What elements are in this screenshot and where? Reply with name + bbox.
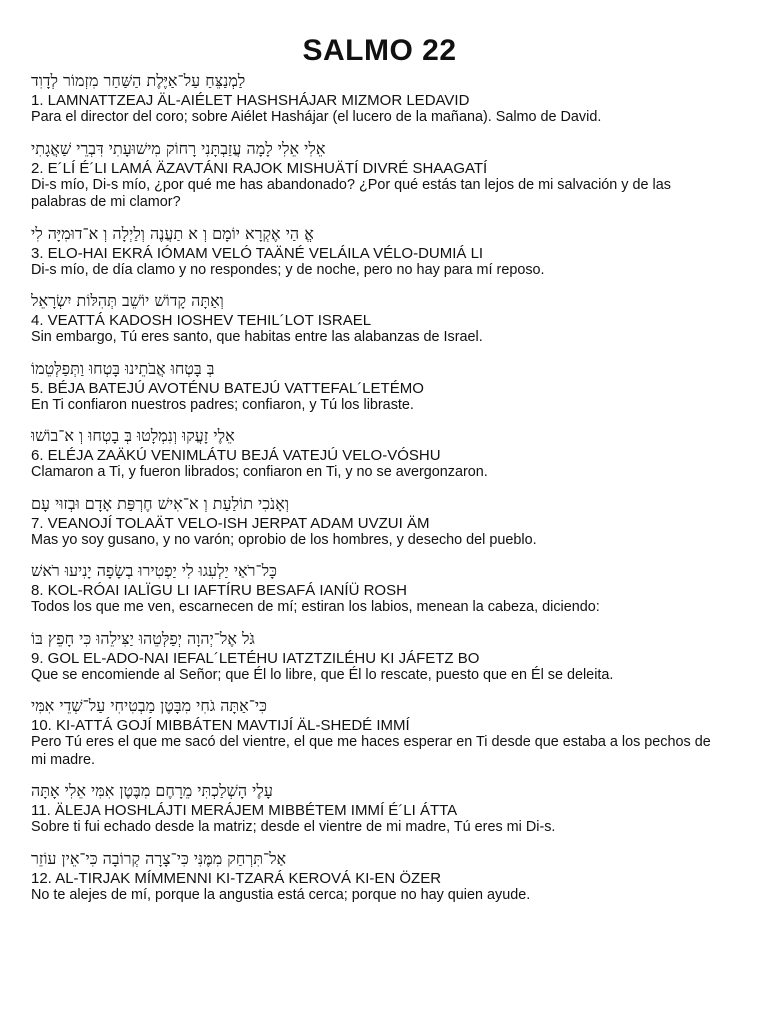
hebrew-text: כָּל־רֹאַי יַלְעִגוּ לִי יַפְטִירוּ בְשָׂפָה יָנִיעוּ רֹאשׁ (31, 561, 277, 580)
hebrew-text: וְאָנֹכִי תוֹלַעַת וְ א־אִישׁ חֶרְפַּת אָדָם וּבְזוּי עָם (31, 493, 289, 513)
spanish-translation: No te alejes de mí, porque la angustia está cerca; porque no hay quien ayude. (31, 886, 531, 903)
hebrew-text: כִּי־אַתָּה גֹחִי מִבָּטֶן מַבְטִיחִי עַל־שְׁדֵי אִמִּי (31, 696, 267, 715)
page-title: SALMO 22 (302, 34, 457, 67)
spanish-translation: Pero Tú eres el que me sacó del vientre, el que me haces esperar en Ti desde que estaba a los pechos de mi madre. (31, 734, 711, 768)
spanish-translation: Mas yo soy gusano, y no varón; oprobio de los hombres, y desecho del pueblo. (31, 531, 537, 548)
hebrew-text: אַל־תִּרְחַק מִמֶּנִּי כִּי־צָרָה קְרוֹבָה כִּי־אֵין עוֹזֵר (31, 848, 287, 868)
verse-3 (31, 223, 728, 280)
spanish-translation: En Ti confiaron nuestros padres; confiaron, y Tú los libraste. (31, 396, 414, 413)
hebrew-text: גֹּל אֶל־יְהוָה יְפַלְּטֵהוּ יַצִּילֵהוּ כִּי חָפֵץ בּוֹ (31, 628, 255, 648)
hebrew-text: אֱ הַי אֶקְרָא יוֹמָם וְ א תַעֲנֶה וְלַיְלָה וְ א־דוּמִיָּה לִי (31, 223, 314, 243)
verse-4 (31, 290, 728, 347)
verse-9 (31, 628, 728, 685)
verse-5 (31, 358, 728, 415)
verse-12 (31, 848, 728, 905)
transliteration: 1. LAMNATTZEAJ ÄL-AIÉLET HASHSHÁJAR MIZMOR LEDAVID (31, 92, 470, 109)
transliteration: 11. ÄLEJA HOSHLÁJTI MERÁJEM MIBBÉTEM IMMÍ É´LI ÁTTA (31, 802, 458, 819)
spanish-translation: Clamaron a Ti, y fueron librados; confiaron en Ti, y no se avergonzaron. (31, 464, 488, 480)
transliteration: 2. E´LÍ É´LI LAMÁ ÄZAVTÁNI RAJOK MISHUÄTÍ DIVRÉ SHAAGATÍ (31, 159, 488, 177)
transliteration: 12. AL-TIRJAK MÍMMENNI KI-TZARÁ KEROVÁ KI-EN ÖZER (31, 869, 442, 887)
transliteration: 9. GOL EL-ADO-NAI IEFAL´LETÉHU IATZTZILÉHU KI JÁFETZ BO (31, 649, 480, 667)
transliteration: 10. KI-ATTÁ GOJÍ MIBBÁTEN MAVTIJÍ ÄL-SHEDÉ IMMÍ (31, 717, 410, 734)
verse-10 (31, 695, 728, 769)
transliteration: 8. KOL-RÓAI IALÏGU LI IAFTÍRU BESAFÁ IANÍÜ ROSH (31, 582, 407, 599)
transliteration: 7. VEANOJÍ TOLAÄT VELO-ISH JERPAT ADAM UVZUI ÄM (31, 514, 430, 532)
transliteration: 3. ELO-HAI EKRÁ IÓMAM VELÓ TAÄNÉ VELÁILA VÉLO-DUMIÁ LI (31, 244, 484, 262)
hebrew-text: בְּ בָּטְחוּ אֲבֹתֵינוּ בָּטְחוּ וַתְּפַלְּטֵמוֹ (31, 358, 215, 378)
spanish-translation: Para el director del coro; sobre Aiélet Hashájar (el lucero de la mañana). Salmo de David. (31, 109, 602, 125)
verse-7 (31, 493, 728, 550)
hebrew-text: עָלֶי הָשְׁלַכְתִּי מֵרָחֶם מִבֶּטֶן אִמִּי אֵלִי אָתָּה (31, 781, 273, 800)
transliteration: 4. VEATTÁ KADOSH IOSHEV TEHIL´LOT ISRAEL (31, 312, 372, 329)
verse-11 (31, 780, 728, 837)
transliteration: 5. BÉJA BATEJÚ AVOTÉNU BATEJÚ VATTEFAL´LETÉMO (31, 379, 424, 397)
spanish-translation: Di-s mío, Di-s mío, ¿por qué me has abandonado? ¿Por qué estás tan lejos de mi salvación y de las palabras de mi clamor? (31, 176, 671, 210)
spanish-translation: Que se encomiende al Señor; que Él lo libre, que Él lo rescate, puesto que en Él se deleita. (31, 666, 614, 683)
hebrew-text: אֵלֶי זָעֲקוּ וְנִמְלָטוּ בְּ בָטְחוּ וְ א־בוֹשׁוּ (31, 426, 235, 445)
transliteration: 6. ELÉJA ZAÄKÚ VENIMLÁTU BEJÁ VATEJÚ VELO-VÓSHU (31, 447, 441, 464)
verse-2 (31, 138, 728, 212)
hebrew-text: וְאַתָּה קָדוֹשׁ יוֹשֵׁב תְּהִלּוֹת יִשְׂרָאֵל (31, 291, 224, 310)
verse-1 (31, 70, 728, 127)
verse-6 (31, 425, 728, 482)
spanish-translation: Todos los que me ven, escarnecen de mí; estiran los labios, menean la cabeza, diciendo: (31, 599, 600, 615)
hebrew-text: אֵלִי אֵלִי לָמָה עֲזַבְתָּנִי רָחוֹק מִישׁוּעָתִי דִּבְרֵי שַׁאֲגָתִי (31, 138, 326, 158)
spanish-translation: Sobre ti fui echado desde la matriz; desde el vientre de mi madre, Tú eres mi Di-s. (31, 819, 556, 835)
verse-8 (31, 560, 728, 617)
spanish-translation: Di-s mío, de día clamo y no respondes; y de noche, pero no hay para mí reposo. (31, 261, 545, 278)
hebrew-text: לַמְנַצֵּחַ עַל־אַיֶּלֶת הַשַּׁחַר מִזְמוֹר לְדָוִד (31, 71, 246, 90)
spanish-translation: Sin embargo, Tú eres santo, que habitas entre las alabanzas de Israel. (31, 329, 483, 345)
